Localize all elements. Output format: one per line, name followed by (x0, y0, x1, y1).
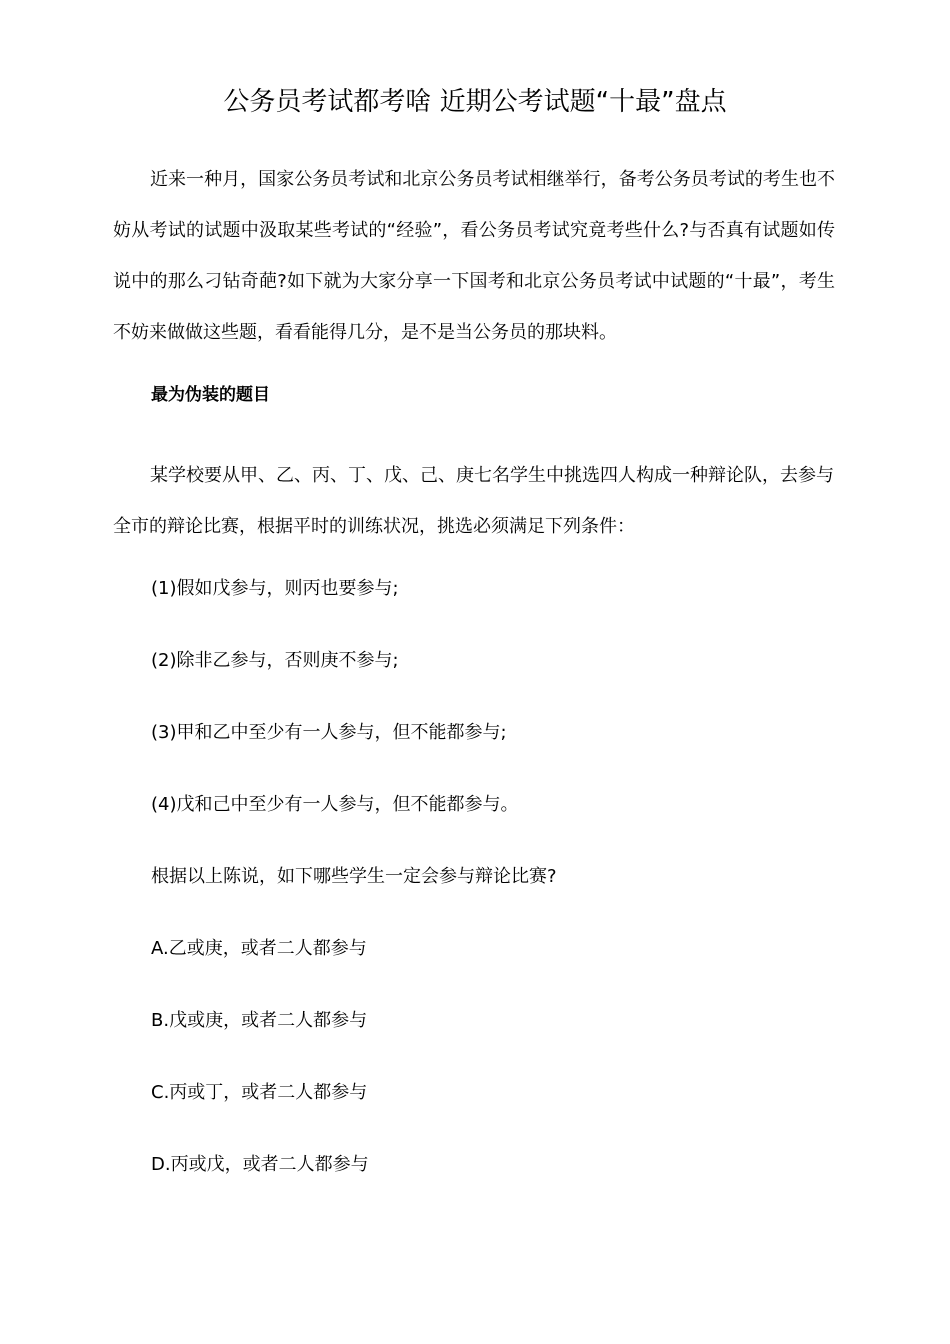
condition-1: (1)假如戊参与，则丙也要参与; (151, 578, 399, 599)
condition-4: (4)戊和己中至少有一人参与，但不能都参与。 (151, 794, 519, 815)
option-c: C.丙或丁，或者二人都参与 (151, 1082, 368, 1103)
question-prompt: 根据以上陈说，如下哪些学生一定会参与辩论比赛? (151, 866, 557, 887)
option-d: D.丙或戊，或者二人都参与 (151, 1154, 369, 1175)
condition-3: (3)甲和乙中至少有一人参与，但不能都参与; (151, 722, 507, 743)
option-b: B.戊或庚，或者二人都参与 (151, 1010, 368, 1031)
intro-paragraph: 近来一种月，国家公务员考试和北京公务员考试相继举行，备考公务员考试的考生也不妨从考试的试题中汲取某些考试的“经验”，看公务员考试究竟考些什么?与否真有试题如传说中的那么刁钻奇葩?如下就为大家分享一下国考和北京公务员考试中试题的“十最”，考生不妨来做做这些题，看看能得几分，是不是当公务员的那块料。 (113, 169, 835, 343)
option-a: A.乙或庚，或者二人都参与 (151, 938, 367, 959)
section-heading: 最为伪装的题目 (151, 385, 270, 405)
document-title: 公务员考试都考啥 近期公考试题“十最”盘点 (223, 87, 727, 117)
question-paragraph: 某学校要从甲、乙、丙、丁、戊、己、庚七名学生中挑选四人构成一种辩论队，去参与全市的辩论比赛，根据平时的训练状况，挑选必须满足下列条件： (113, 465, 834, 537)
condition-2: (2)除非乙参与，否则庚不参与; (151, 650, 399, 671)
